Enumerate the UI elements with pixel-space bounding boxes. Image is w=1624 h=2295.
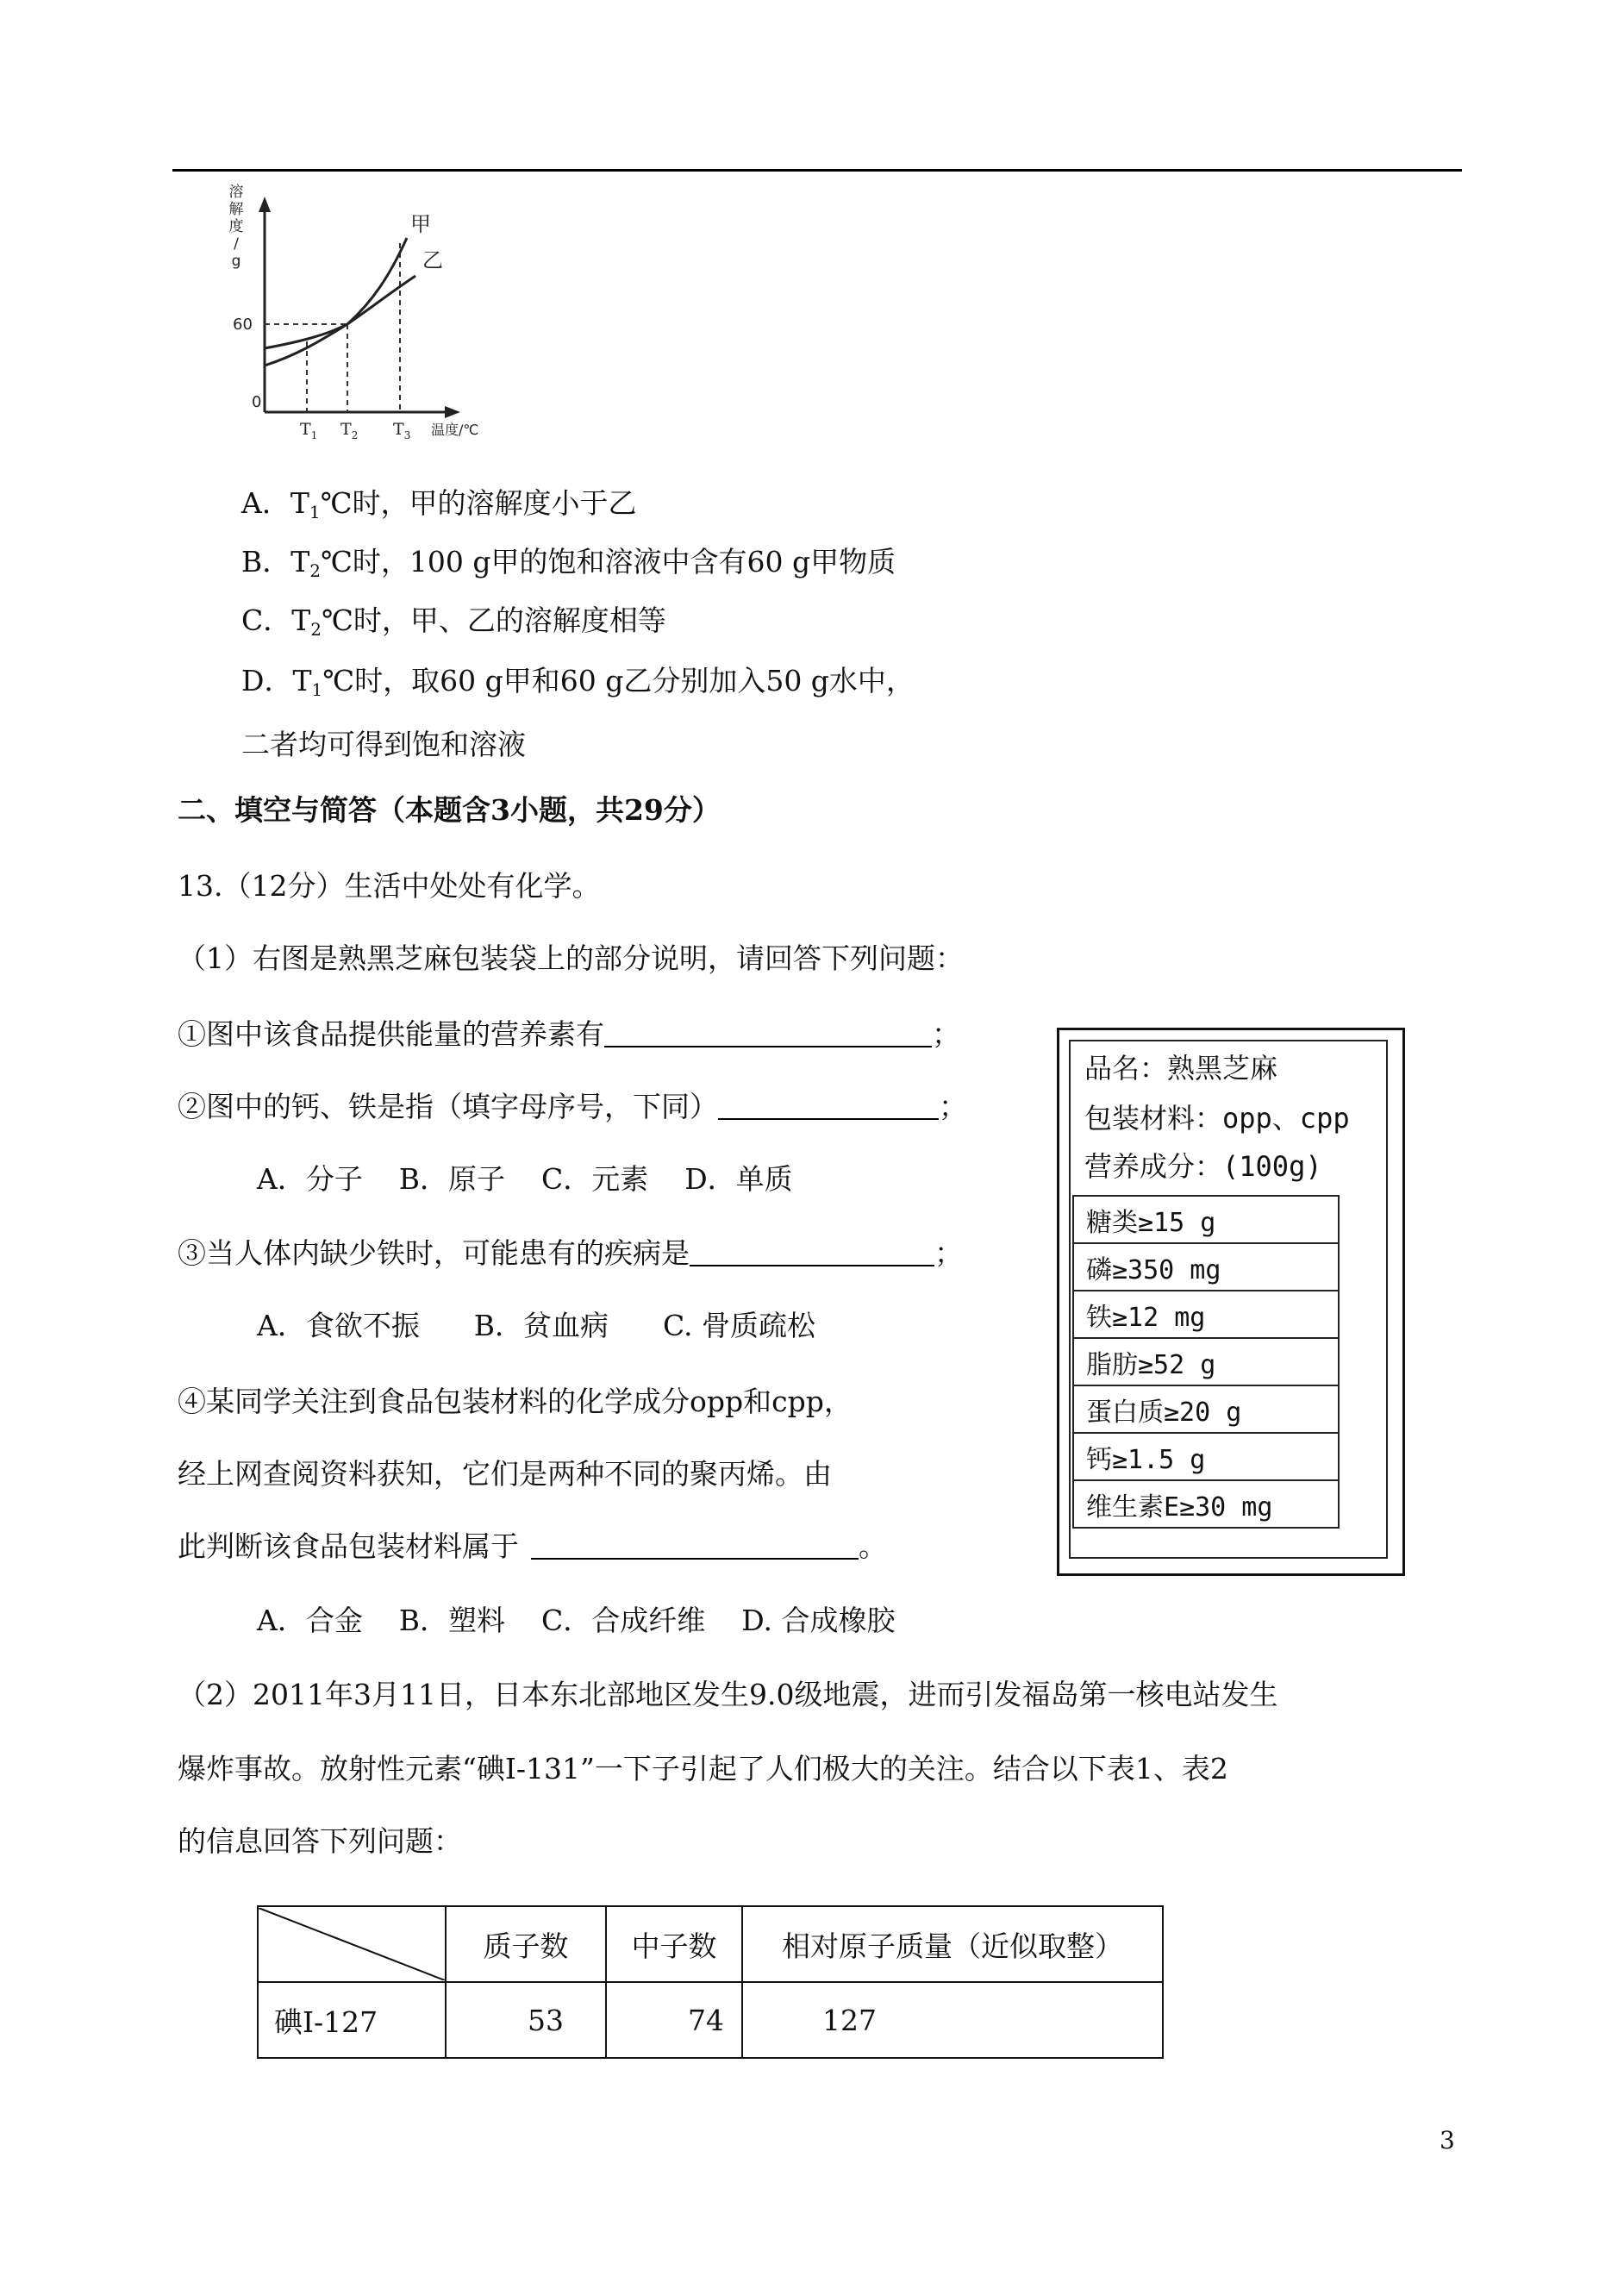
q12-option-d-line2: 二者均可得到饱和溶液 (241, 728, 526, 761)
q13-q2-options: A．分子 B．原子 C．元素 D．单质 (257, 1162, 793, 1196)
q12-option-a: A．$T_1℃$时，甲的溶解度小于乙 (241, 486, 637, 522)
diagonal-header-cell (258, 1906, 446, 1982)
q13-title: 13.（12分）生活中处处有化学。 (178, 869, 601, 903)
q13-q2: ②图中的钙、铁是指（填字母序号，下同） ； (178, 1090, 967, 1123)
header-rule (172, 169, 1462, 172)
nutrition-table (1072, 1195, 1340, 1529)
series-yi-curve (265, 276, 415, 348)
header-mass: 相对原子质量（近似取整） (742, 1906, 1163, 1982)
q13-part2-line1: （2）2011年3月11日，日本东北部地区发生9.0级地震，进而引发福岛第一核电站发生 (178, 1678, 1278, 1711)
nutrition-row: 磷≥350 mg (1073, 1243, 1339, 1291)
q13-part1-intro: （1）右图是熟黑芝麻包装袋上的部分说明，请回答下列问题： (178, 941, 964, 975)
answer-blank-4[interactable] (531, 1532, 859, 1560)
nutrition-row: 脂肪≥52 g (1073, 1338, 1339, 1385)
cell-protons: 53 (446, 1982, 606, 2058)
q13-q3-options: A．食欲不振 B．贫血病 C. 骨质疏松 (257, 1309, 816, 1342)
y-axis-label-char: 解 (228, 201, 244, 218)
iodine-table (257, 1905, 1164, 2059)
answer-blank-2[interactable] (718, 1092, 939, 1120)
answer-blank-1[interactable] (604, 1020, 932, 1047)
y-axis-label-char: 溶 (228, 184, 244, 201)
header-neutrons: 中子数 (606, 1906, 742, 1982)
y-axis-label-char: / (234, 235, 239, 253)
y-axis-label-char: 度 (228, 218, 244, 235)
row-label: 碘I-127 (258, 1982, 446, 2058)
nutrition-composition: 营养成分：(100g) (1084, 1150, 1322, 1183)
cell-mass: 127 (742, 1982, 1163, 2058)
q13-q1: ①图中该食品提供能量的营养素有 ； (178, 1017, 960, 1051)
q13-q4-line1: ④某同学关注到食品包装材料的化学成分opp和cpp， (178, 1385, 853, 1418)
q13-part2-line3: 的信息回答下列问题： (178, 1824, 462, 1858)
series-jia-label: 甲 (410, 212, 431, 236)
nutrition-row: 铁≥12 mg (1073, 1291, 1339, 1338)
cell-neutrons: 74 (606, 1982, 742, 2058)
nutrition-row: 糖类≥15 g (1073, 1196, 1339, 1243)
q13-q4-options: A．合金 B．塑料 C．合成纤维 D. 合成橡胶 (257, 1604, 896, 1637)
q12-option-d: D．$T_1℃$时，取60 g甲和60 g乙分别加入50 g水中， (241, 664, 915, 700)
q13-part2-line2: 爆炸事故。放射性元素“碘I-131”一下子引起了人们极大的关注。结合以下表1、表2 (178, 1752, 1228, 1785)
series-jia-curve (265, 238, 407, 366)
q13-q4-line3: 此判断该食品包装材料属于 。 (178, 1529, 887, 1563)
q13-q3: ③当人体内缺少铁时，可能患有的疾病是 ； (178, 1236, 963, 1270)
x-tick-t1: $T_1$ (300, 420, 318, 441)
y-axis-label-char: g (231, 253, 241, 270)
nutrition-row: 维生素E≥30 mg (1073, 1480, 1339, 1528)
answer-blank-3[interactable] (690, 1239, 934, 1266)
nutrition-name: 品名：熟黑芝麻 (1084, 1052, 1278, 1085)
header-protons: 质子数 (446, 1906, 606, 1982)
y-tick-0: 0 (252, 393, 262, 411)
q12-option-b: B．$T_2℃$时，100 g甲的饱和溶液中含有60 g甲物质 (241, 545, 896, 581)
nutrition-material: 包装材料：opp、cpp (1084, 1102, 1350, 1135)
solubility-chart (172, 181, 534, 448)
nutrition-row: 蛋白质≥20 g (1073, 1385, 1339, 1433)
x-tick-t3: $T_3$ (393, 420, 411, 441)
x-axis-arrow (445, 406, 460, 418)
y-axis-arrow (259, 197, 271, 212)
nutrition-row: 钙≥1.5 g (1073, 1433, 1339, 1480)
q13-q4-line2: 经上网查阅资料获知，它们是两种不同的聚丙烯。由 (178, 1457, 832, 1491)
x-tick-t2: $T_2$ (340, 420, 359, 441)
series-yi-label: 乙 (422, 248, 443, 272)
q12-option-c: C．$T_2℃$时，甲、乙的溶解度相等 (241, 603, 666, 640)
section-title: 二、填空与简答（本题含3小题，共29分） (178, 793, 721, 827)
y-tick-60: 60 (233, 316, 253, 334)
x-axis-label: 温度/℃ (431, 422, 479, 438)
page-number: 3 (1440, 2126, 1455, 2154)
